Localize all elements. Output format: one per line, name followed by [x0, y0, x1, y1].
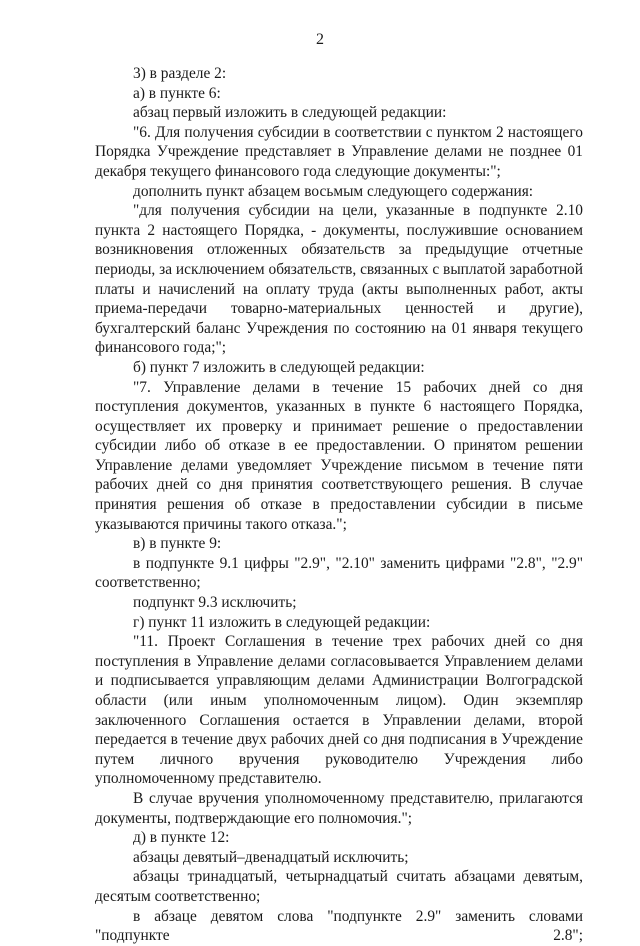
paragraph-item-a: а) в пункте 6: [133, 84, 221, 102]
paragraph-point-11: "11. Проект Соглашения в течение трех рабочих дней со дня поступления в Управление делами согласовывается Управлением делами и подписывается управляющим делами Администрации Волгоградской области (или иным уполномоченным лицом). Один экземпляр заключенного Соглашения остается в Управлении делами, второй передается в течение двух рабочих дней со дня подписания в Учреждение путем личного вручения руководителю Учреждения либо уполномоченному представителю. [95, 633, 583, 788]
paragraph-item-v: в) в пункте 9: [133, 535, 222, 553]
paragraph-replace-words: в абзаце девятом слова "подпункте 2.9" заменить словами "подпункте 2.8"; [95, 907, 583, 945]
paragraph-authorized-rep: В случае вручения уполномоченному представителю, прилагаются документы, подтверждающие его полномочия."; [95, 789, 583, 827]
paragraph-subpoint-9-1: в подпункте 9.1 цифры "2.9", "2.10" заменить цифрами "2.8", "2.9" соответственно; [95, 554, 583, 592]
paragraph-item-d: д) в пункте 12: [133, 829, 230, 847]
paragraph-subsidy-docs: "для получения субсидии на цели, указанные в подпункте 2.10 пункта 2 настоящего Порядка, - документы, послужившие основанием возникновения отложенных обязательств за предыдущие отчетные периоды, за исключением обязательств, связанных с выплатой заработной платы и начислений на оплату труда (акты выполненных работ, акты приема-передачи товарно-материальных ценностей и другие), бухгалтерский баланс Учреждения по состоянию на 01 января текущего финансового года;"; [95, 202, 583, 357]
paragraph-first-abzac: абзац первый изложить в следующей редакции: [133, 104, 447, 122]
paragraph-subpoint-9-3: подпункт 9.3 исключить; [133, 594, 297, 612]
document-body [95, 64, 583, 946]
page-number: 2 [316, 31, 324, 48]
paragraph-abzacy-exclude: абзацы девятый–двенадцатый исключить; [133, 848, 409, 866]
paragraph-item-b: б) пункт 7 изложить в следующей редакции: [133, 358, 425, 376]
paragraph-abzacy-renumber: абзацы тринадцатый, четырнадцатый считать абзацами девятым, десятым соответственно; [95, 868, 583, 905]
paragraph-point-6: "6. Для получения субсидии в соответствии с пунктом 2 настоящего Порядка Учреждение представляет в Управление делами не позднее 01 декабря текущего финансового года следующие документы:"; [95, 123, 583, 180]
paragraph-section-2: 3) в разделе 2: [133, 65, 227, 82]
paragraph-item-g: г) пункт 11 изложить в следующей редакции: [133, 613, 431, 631]
paragraph-add-abzac: дополнить пункт абзацем восьмым следующего содержания: [133, 182, 534, 200]
paragraph-point-7: "7. Управление делами в течение 15 рабочих дней со дня поступления документов, указанных в пункте 6 настоящего Порядка, осуществляет их проверку и принимает решение о предоставлении субсидии либо об отказе в ее предоставлении. О принятом решении Управление делами уведомляет Учреждение письмом в течение пяти рабочих дней со дня принятия соответствующего решения. В случае принятия решения об отказе в предоставлении субсидии в письме указываются причины такого отказа."; [95, 378, 583, 533]
